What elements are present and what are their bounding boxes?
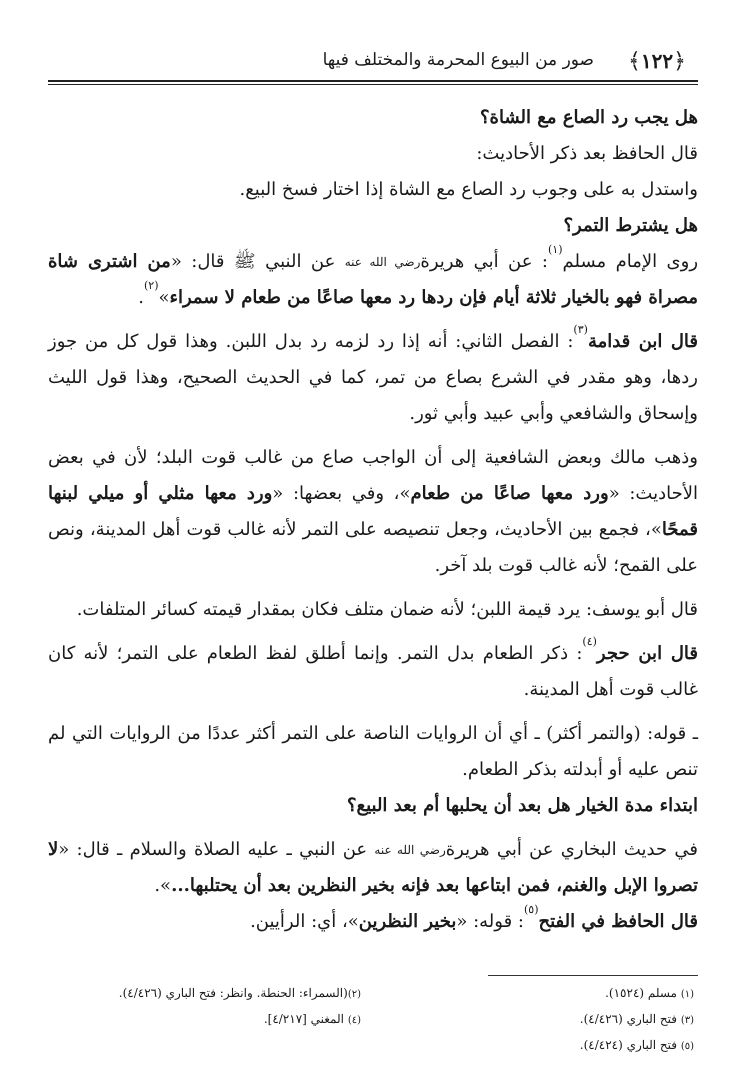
footnote-item: (٥) فتح الباري (٤/٤٢٤).	[579, 1038, 694, 1052]
footnote-separator	[488, 975, 698, 976]
paragraph: واستدل به على وجوب رد الصاع مع الشاة إذا اختار فسخ البيع.	[239, 179, 698, 200]
footnote-ref[interactable]: (٣)	[573, 323, 588, 336]
paragraph-fath: قال الحافظ في الفتح$^{(٥)}$: قوله: «بخير النظرين»، أي: الرأيين.	[250, 903, 698, 932]
paragraph-abu-yusuf: قال أبو يوسف: يرد قيمة اللبن؛ لأنه ضمان متلف فكان بمقدار قيمته كسائر المتلفات.	[76, 599, 698, 620]
footnote-ref[interactable]: (٥)	[523, 903, 539, 916]
footnote-item: (١) مسلم (١٥٢٤).	[605, 986, 694, 1000]
paragraph-malik: وذهب مالك وبعض الشافعية إلى أن الواجب صاع من غالب قوت البلد؛ لأن في بعض الأحاديث: «ورد معها صاعًا من طعام»، وفي بعضها: «ورد معها مثلي أو ميلي لبنها قمحًا»، فجمع بين الأحاديث، وجعل تنصيصه على التمر لأنه غالب قوت أهل المدينة، ونص على القمح؛ لأنه غالب قوت بلد آخر.	[48, 447, 698, 576]
main-text	[48, 100, 698, 940]
heading-dates-condition: هل يشترط التمر؟	[563, 215, 698, 236]
footnote-ref[interactable]: (١)	[548, 243, 563, 256]
honorific: رضي الله عنه	[344, 255, 421, 269]
heading-return-saa: هل يجب رد الصاع مع الشاة؟	[479, 107, 698, 128]
header-rule-thin	[48, 84, 698, 85]
footnote-item: (٤) المغني [٤/٢١٧].	[263, 1012, 361, 1026]
footnote-ref[interactable]: (٤)	[582, 635, 597, 648]
paragraph: قال الحافظ بعد ذكر الأحاديث:	[476, 143, 698, 164]
footnotes	[48, 982, 694, 1058]
footnote-item: (٢)(السمراء: الحنطة. وانظر: فتح الباري (٤/٤٢٦).	[118, 986, 361, 1000]
paragraph-dates-more: ـ قوله: (والتمر أكثر) ـ أي أن الروايات الناصة على التمر أكثر عددًا من الروايات التي لم تنص عليه أو أبدلته بذكر الطعام.	[48, 723, 698, 780]
honorific: رضي الله عنه	[374, 843, 446, 857]
page-header	[48, 40, 698, 86]
header-rule	[48, 80, 698, 82]
paragraph-ibn-qudama: قال ابن قدامة$^{(٣)}$: الفصل الثاني: أنه إذا رد لزمه رد بدل اللبن. وهذا قول كل من جوز ردها، وهو مقدر في الشرع بصاع من تمر، كما في الحديث الصحيح، وهذا قول الليث وإسحاق والشافعي وأبي عبيد وأبي ثور.	[48, 323, 698, 424]
paragraph-bukhari-hadith: في حديث البخاري عن أبي هريرة$^{رضي الله عنه}$ عن النبي ـ عليه الصلاة والسلام ـ قال: «لا تصروا الإبل والغنم، فمن ابتاعها بعد فإنه بخير النظرين بعد أن يحتلبها...».	[48, 839, 699, 896]
running-title: صور من البيوع المحرمة والمختلف فيها	[322, 50, 594, 70]
footnote-item: (٣) فتح الباري (٤/٤٢٦).	[579, 1012, 694, 1026]
paragraph-muslim-hadith: روى الإمام مسلم$^{(١)}$: عن أبي هريرة$^{رضي الله عنه}$ عن النبي ﷺ قال: «من اشترى شاة مصراة فهو بالخيار ثلاثة أيام فإن ردها رد معها صاعًا من طعام لا سمراء»$^{(٢)}$.	[48, 243, 699, 308]
page-number: ﴿١٢٢﴾	[627, 49, 686, 74]
footnote-ref[interactable]: (٢)	[144, 279, 159, 292]
paragraph-ibn-hajar: قال ابن حجر$^{(٤)}$: ذكر الطعام بدل التمر. وإنما أطلق لفظ الطعام على التمر؛ لأنه كان غالب قوت أهل المدينة.	[48, 635, 699, 700]
heading-option-start: ابتداء مدة الخيار هل بعد أن يحلبها أم بعد البيع؟	[346, 795, 698, 816]
